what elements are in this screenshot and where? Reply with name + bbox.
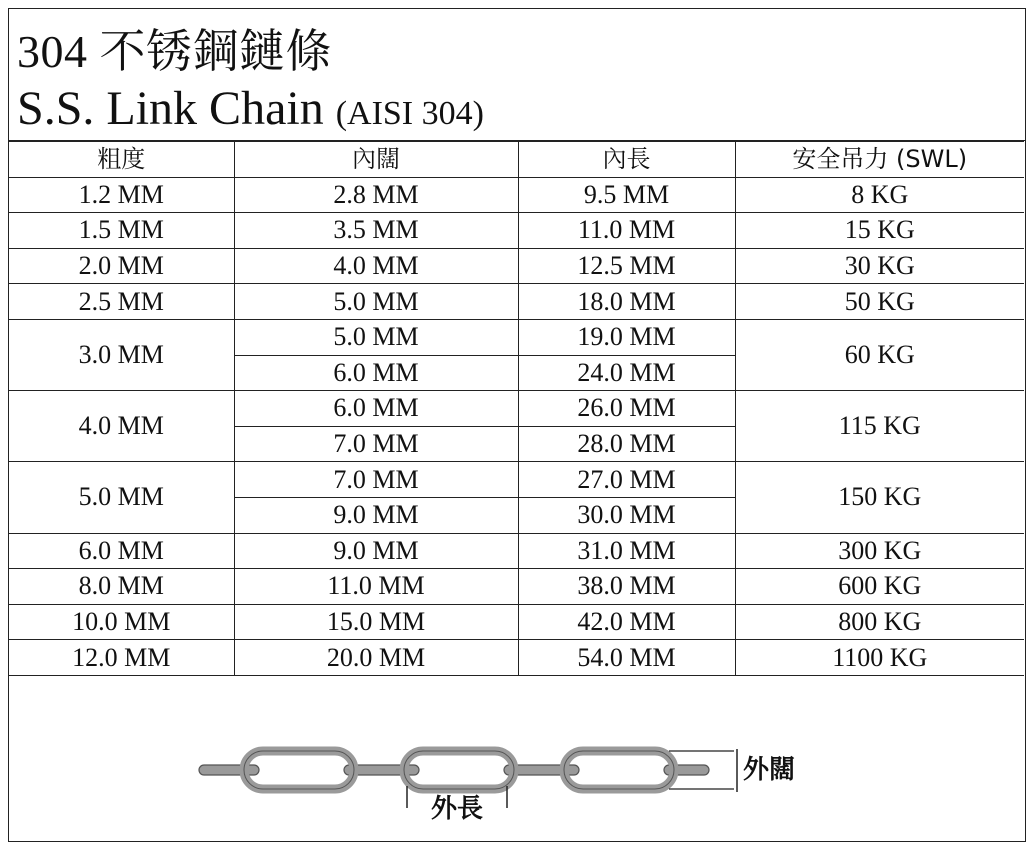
header-inner-width: 內闊 <box>234 142 518 178</box>
cell-inner-length: 26.0 MM <box>518 391 735 427</box>
cell-inner-width: 7.0 MM <box>234 426 518 462</box>
table-row <box>9 604 1024 640</box>
cell-thickness: 1.5 MM <box>9 213 234 249</box>
cell-thickness: 3.0 MM <box>9 319 234 390</box>
cell-inner-width: 6.0 MM <box>234 355 518 391</box>
cell-inner-width: 2.8 MM <box>234 177 518 213</box>
cell-inner-width: 9.0 MM <box>234 533 518 569</box>
chain-link-front <box>404 751 514 789</box>
cell-inner-length: 12.5 MM <box>518 248 735 284</box>
spec-sheet <box>8 8 1026 842</box>
title-english-main: S.S. Link Chain <box>17 82 324 135</box>
table-row <box>9 177 1024 213</box>
cell-inner-length: 27.0 MM <box>518 462 735 498</box>
cell-inner-width: 4.0 MM <box>234 248 518 284</box>
outer-width-label: 外闊 <box>743 755 796 785</box>
cell-thickness: 5.0 MM <box>9 462 234 533</box>
cell-swl: 300 KG <box>735 533 1024 569</box>
cell-inner-length: 24.0 MM <box>518 355 735 391</box>
cell-thickness: 8.0 MM <box>9 569 234 605</box>
cell-swl: 50 KG <box>735 284 1024 320</box>
header-thickness: 粗度 <box>9 142 234 178</box>
cell-inner-length: 19.0 MM <box>518 319 735 355</box>
outer-length-label: 外長 <box>430 794 484 824</box>
cell-inner-length: 30.0 MM <box>518 497 735 533</box>
cell-swl: 800 KG <box>735 604 1024 640</box>
cell-thickness: 2.0 MM <box>9 248 234 284</box>
cell-swl: 30 KG <box>735 248 1024 284</box>
cell-inner-length: 54.0 MM <box>518 640 735 676</box>
chain-link-outline <box>564 751 674 789</box>
cell-inner-width: 9.0 MM <box>234 497 518 533</box>
chain-illustration <box>9 677 1024 841</box>
cell-inner-length: 42.0 MM <box>518 604 735 640</box>
cell-inner-width: 11.0 MM <box>234 569 518 605</box>
cell-inner-length: 9.5 MM <box>518 177 735 213</box>
chain-link-front <box>564 751 674 789</box>
cell-inner-width: 20.0 MM <box>234 640 518 676</box>
cell-swl: 8 KG <box>735 177 1024 213</box>
cell-swl: 60 KG <box>735 319 1024 390</box>
table-row <box>9 462 1024 498</box>
chain-link-side <box>199 765 259 775</box>
cell-thickness: 1.2 MM <box>9 177 234 213</box>
cell-swl: 115 KG <box>735 391 1024 462</box>
cell-inner-length: 38.0 MM <box>518 569 735 605</box>
cell-thickness: 10.0 MM <box>9 604 234 640</box>
table-row <box>9 569 1024 605</box>
title-block <box>9 9 1025 141</box>
cell-inner-length: 31.0 MM <box>518 533 735 569</box>
title-chinese: 304 不锈鋼鏈條 <box>17 26 332 77</box>
table-row <box>9 391 1024 427</box>
cell-inner-length: 11.0 MM <box>518 213 735 249</box>
cell-swl: 600 KG <box>735 569 1024 605</box>
title-english-sub: (AISI 304) <box>335 95 484 132</box>
table-row <box>9 640 1024 676</box>
cell-inner-width: 7.0 MM <box>234 462 518 498</box>
chain-diagram <box>9 677 1025 841</box>
table-row <box>9 284 1024 320</box>
table-row <box>9 248 1024 284</box>
cell-swl: 1100 KG <box>735 640 1024 676</box>
cell-inner-width: 3.5 MM <box>234 213 518 249</box>
cell-thickness: 2.5 MM <box>9 284 234 320</box>
cell-thickness: 12.0 MM <box>9 640 234 676</box>
cell-swl: 150 KG <box>735 462 1024 533</box>
table-row <box>9 533 1024 569</box>
title-english <box>17 81 484 136</box>
spec-table-body <box>9 177 1024 675</box>
cell-inner-width: 15.0 MM <box>234 604 518 640</box>
cell-thickness: 4.0 MM <box>9 391 234 462</box>
table-row <box>9 319 1024 355</box>
cell-inner-width: 6.0 MM <box>234 391 518 427</box>
table-row <box>9 213 1024 249</box>
table-header-row <box>9 142 1024 178</box>
cell-inner-width: 5.0 MM <box>234 284 518 320</box>
cell-inner-width: 5.0 MM <box>234 319 518 355</box>
chain-link-front <box>244 751 354 789</box>
spec-table <box>9 141 1024 676</box>
cell-inner-length: 28.0 MM <box>518 426 735 462</box>
cell-swl: 15 KG <box>735 213 1024 249</box>
chain-link-outline <box>244 751 354 789</box>
header-inner-length: 內長 <box>518 142 735 178</box>
cell-inner-length: 18.0 MM <box>518 284 735 320</box>
header-swl: 安全吊力 (SWL) <box>735 142 1024 178</box>
cell-thickness: 6.0 MM <box>9 533 234 569</box>
chain-link-outline <box>404 751 514 789</box>
